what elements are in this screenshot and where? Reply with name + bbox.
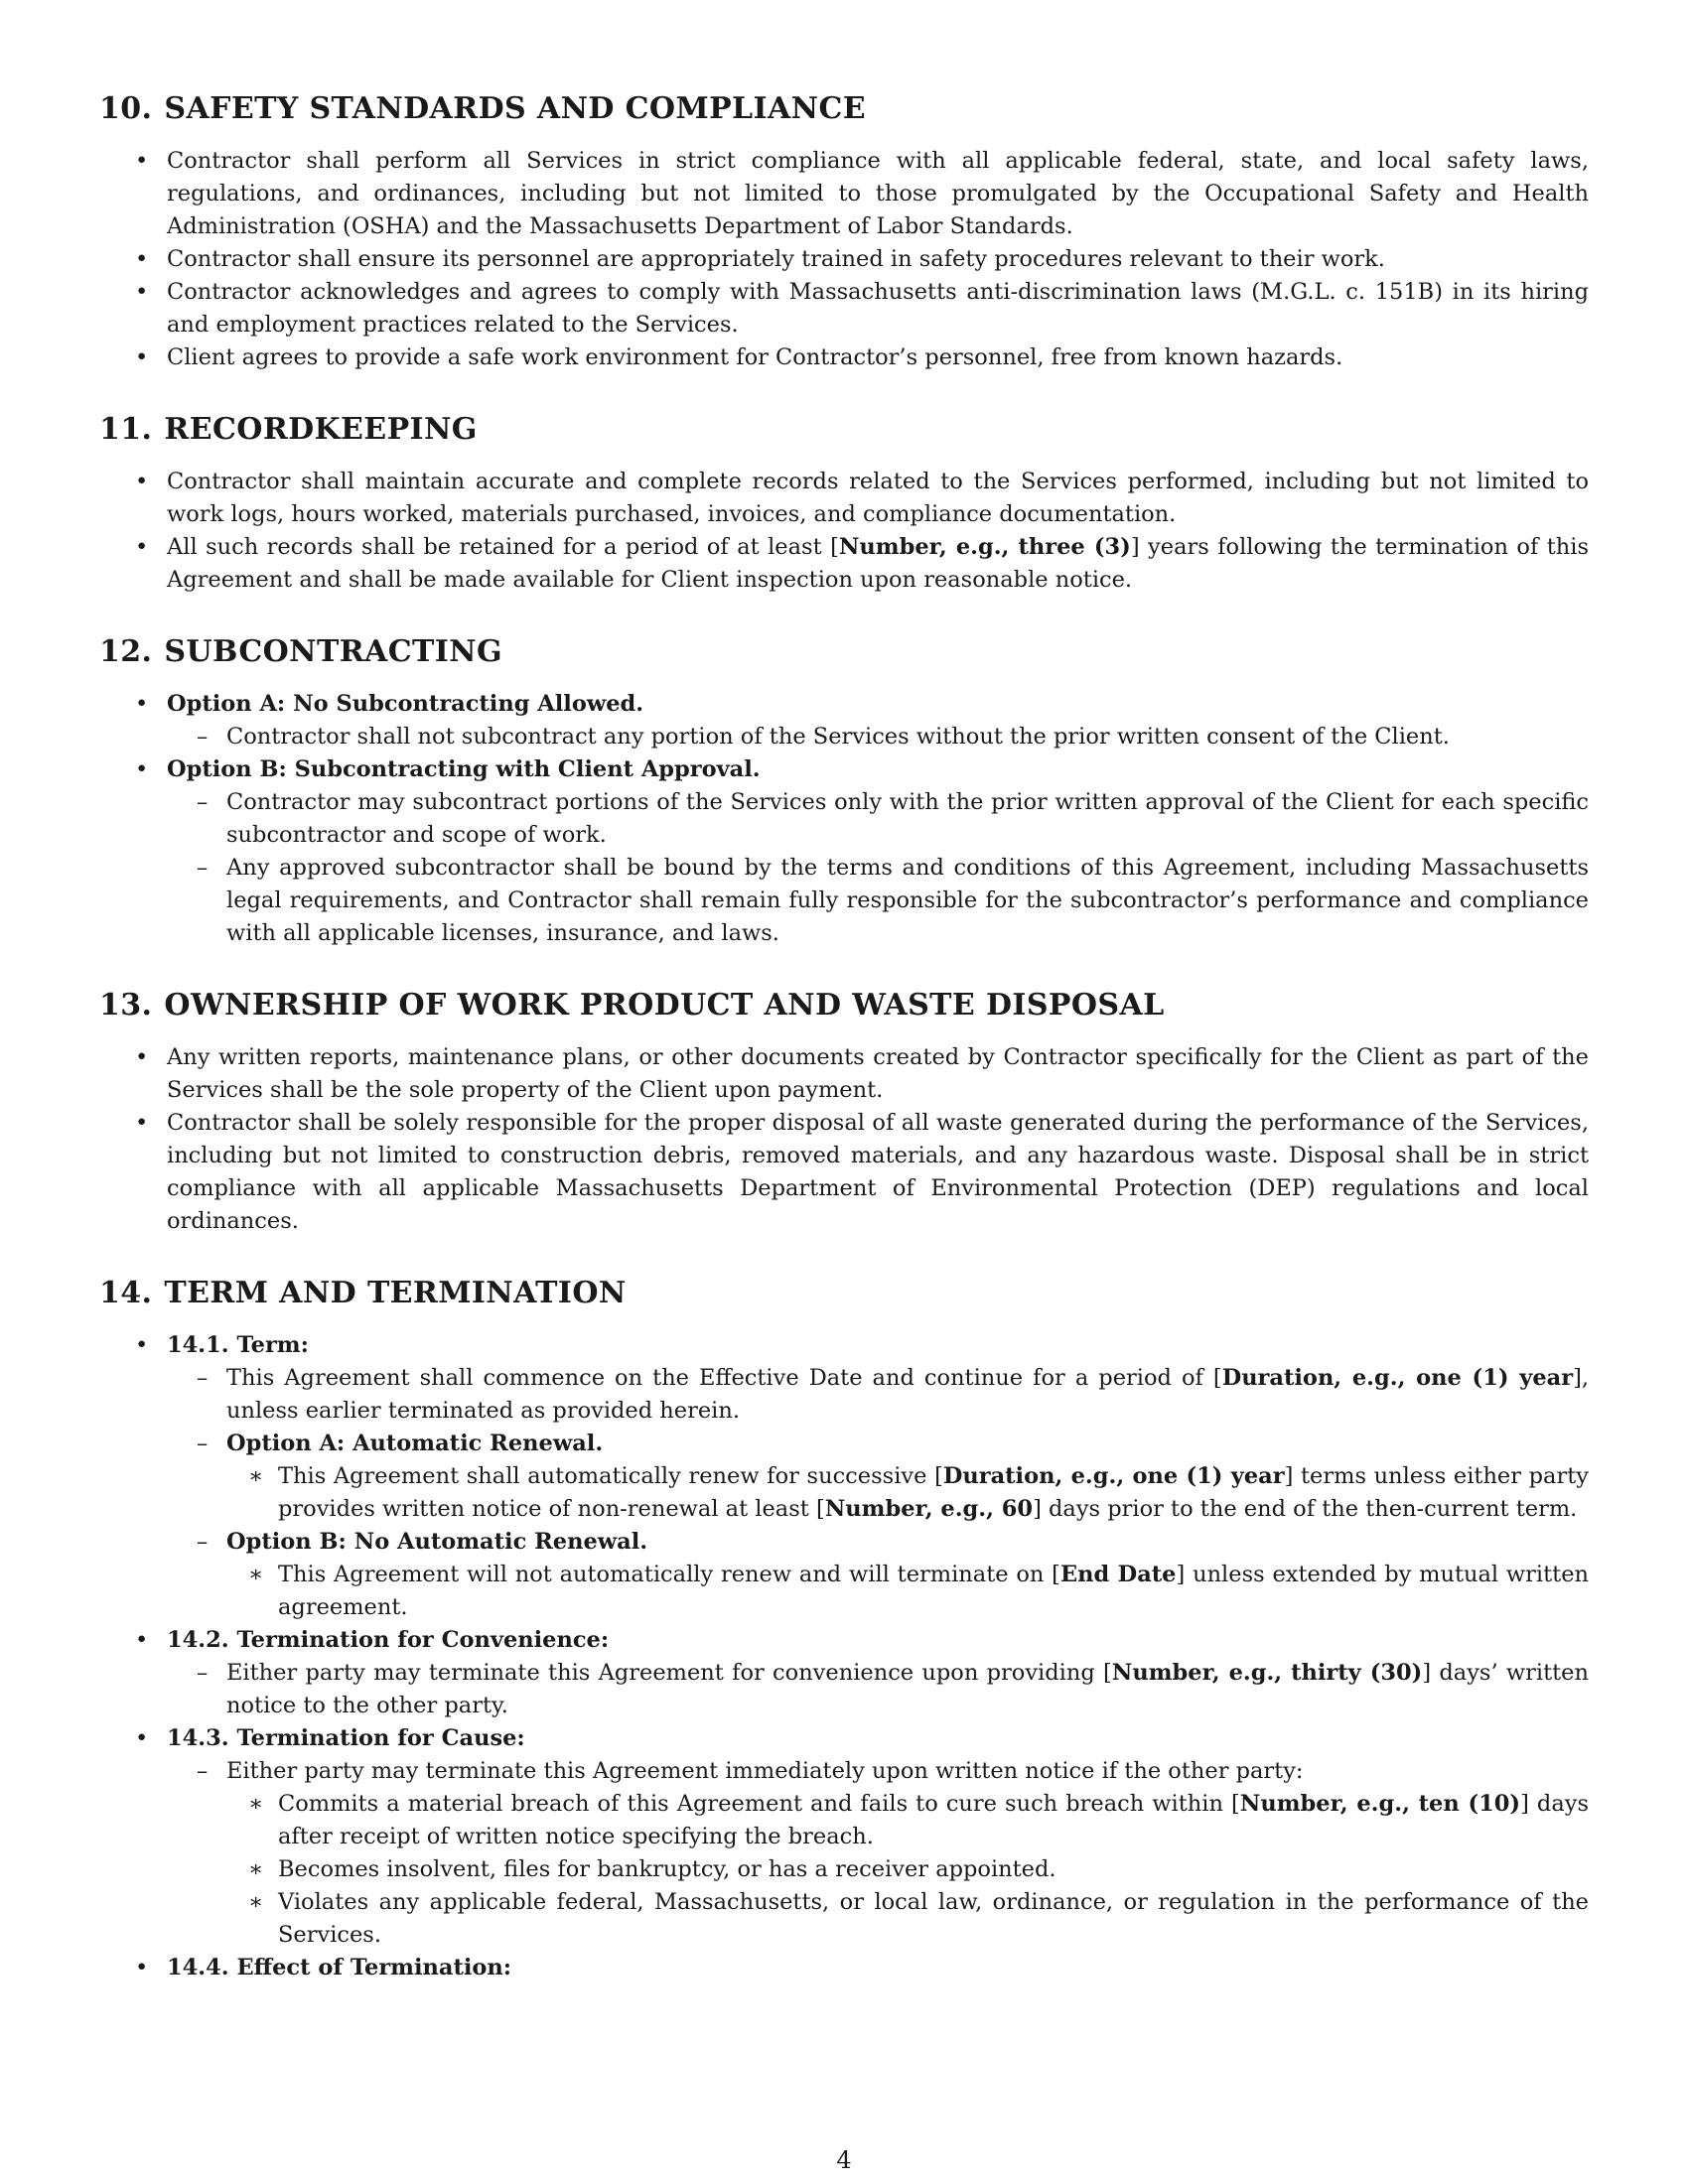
section-11 [99, 412, 1589, 597]
list-item: • All such records shall be retained for a period of at least [Number, e.g., three (3)] years following the termination of this Agreement and shall be made available for Client inspection upon reasonable notice. [99, 531, 1589, 597]
option-a: – Option A: Automatic Renewal. ∗ This Agreement shall automatically renew for successive [Duration, e.g., one (1) year] terms unless either party provides written notice of non-renewal at least [Number, e.g., 60] days prior to the end of the then-current term. [226, 1428, 1589, 1526]
sub-item: – Contractor may subcontract portions of the Services only with the prior written approval of the Client for each specific subcontractor and scope of work. [226, 786, 1589, 852]
sub-item: – Any approved subcontractor shall be bound by the terms and conditions of this Agreement, including Massachusetts legal requirements, and Contractor shall remain fully responsible for the subcontractor’s performance and compliance with all applicable licenses, insurance, and laws. [226, 852, 1589, 950]
section-heading: 12. SUBCONTRACTING [99, 634, 502, 669]
sub-sub-item: ∗ Commits a material breach of this Agreement and fails to cure such breach within [Number, e.g., ten (10)] days after receipt of written notice specifying the breach. [278, 1788, 1589, 1853]
section-heading: 14. TERM AND TERMINATION [99, 1276, 627, 1310]
section-heading: 10. SAFETY STANDARDS AND COMPLIANCE [99, 91, 866, 126]
effect-of-termination-clause: • 14.4. Effect of Termination: [99, 1952, 1589, 1984]
sub-sub-item: ∗ Becomes insolvent, files for bankruptcy, or has a receiver appointed. [278, 1853, 1589, 1886]
termination-cause-clause: • 14.3. Termination for Cause: – Either party may terminate this Agreement immediately upon written notice if the other party: ∗ Commits a material breach of this Agreement and fails to cure such breach within [Number, e.g., ten (10)] days after receipt of written notice specifying the breach. ∗ Becomes insolvent, files for bankruptcy, or has a receiver appointed. ∗ Violates any applicable federal, Massachusetts, or local law, ordinance, or regulation in the performance of the Services. [99, 1722, 1589, 1952]
termination-convenience-clause: • 14.2. Termination for Convenience: – Either party may terminate this Agreement for convenience upon providing [Number, e.g., thirty (30)] days’ written notice to the other party. [99, 1624, 1589, 1722]
list-item: • Any written reports, maintenance plans, or other documents created by Contractor specifically for the Client as part of the Services shall be the sole property of the Client upon payment. [99, 1041, 1589, 1107]
section-13 [99, 988, 1589, 1238]
sub-sub-item: ∗ This Agreement shall automatically renew for successive [Duration, e.g., one (1) year] terms unless either party provides written notice of non-renewal at least [Number, e.g., 60] days prior to the end of the then-current term. [278, 1460, 1589, 1526]
document-page [99, 91, 1589, 2077]
list-item: • Client agrees to provide a safe work environment for Contractor’s personnel, free from known hazards. [99, 341, 1589, 374]
sub-item: – Contractor shall not subcontract any portion of the Services without the prior written consent of the Client. [226, 721, 1589, 753]
list-item: • Contractor shall maintain accurate and complete records related to the Services performed, including but not limited to work logs, hours worked, materials purchased, invoices, and compliance documentation. [99, 466, 1589, 531]
list-item: • Contractor shall be solely responsible for the proper disposal of all waste generated during the performance of the Services, including but not limited to construction debris, removed materials, and any hazardous waste. Disposal shall be in strict compliance with all applicable Massachusetts Department of Environmental Protection (DEP) regulations and local ordinances. [99, 1107, 1589, 1238]
term-clause: • 14.1. Term: – This Agreement shall commence on the Effective Date and continue for a period of [Duration, e.g., one (1) year], unless earlier terminated as provided herein. – Option A: Automatic Renewal. ∗ This Agreement shall automatically renew for successive [Duration, e.g., one (1) year] terms unless either party provides written notice of non-renewal at least [Number, e.g., 60] days prior to the end of the then-current term. – Option B: No Automatic Renewal. ∗ This Agreement will not automatically renew and will terminate on [End Date] unless extended by mutual written agreement. [99, 1329, 1589, 1624]
list-item: • Contractor shall ensure its personnel are appropriately trained in safety procedures relevant to their work. [99, 243, 1589, 276]
sub-sub-item: ∗ Violates any applicable federal, Massachusetts, or local law, ordinance, or regulation in the performance of the Services. [278, 1886, 1589, 1952]
sub-item: – Either party may terminate this Agreement immediately upon written notice if the other party: ∗ Commits a material breach of this Agreement and fails to cure such breach within [Number, e.g., ten (10)] days after receipt of written notice specifying the breach. ∗ Becomes insolvent, files for bankruptcy, or has a receiver appointed. ∗ Violates any applicable federal, Massachusetts, or local law, ordinance, or regulation in the performance of the Services. [226, 1755, 1589, 1952]
option-b: • Option B: Subcontracting with Client Approval. – Contractor may subcontract portions of the Services only with the prior written approval of the Client for each specific subcontractor and scope of work. – Any approved subcontractor shall be bound by the terms and conditions of this Agreement, including Massachusetts legal requirements, and Contractor shall remain fully responsible for the subcontractor’s performance and compliance with all applicable licenses, insurance, and laws. [99, 753, 1589, 950]
option-a: • Option A: No Subcontracting Allowed. – Contractor shall not subcontract any portion of the Services without the prior written consent of the Client. [99, 688, 1589, 753]
section-heading: 11. RECORDKEEPING [99, 412, 478, 447]
page-number: 4 [836, 2146, 852, 2174]
section-12 [99, 634, 1589, 950]
section-heading: 13. OWNERSHIP OF WORK PRODUCT AND WASTE DISPOSAL [99, 988, 1165, 1023]
sub-item: – Either party may terminate this Agreement for convenience upon providing [Number, e.g., thirty (30)] days’ written notice to the other party. [226, 1657, 1589, 1722]
sub-sub-item: ∗ This Agreement will not automatically renew and will terminate on [End Date] unless extended by mutual written agreement. [278, 1559, 1589, 1624]
section-14 [99, 1276, 1589, 1984]
sub-item: – This Agreement shall commence on the Effective Date and continue for a period of [Duration, e.g., one (1) year], unless earlier terminated as provided herein. [226, 1362, 1589, 1428]
option-b: – Option B: No Automatic Renewal. ∗ This Agreement will not automatically renew and will terminate on [End Date] unless extended by mutual written agreement. [226, 1526, 1589, 1624]
list-item: • Contractor acknowledges and agrees to comply with Massachusetts anti-discrimination laws (M.G.L. c. 151B) in its hiring and employment practices related to the Services. [99, 276, 1589, 341]
list-item: • Contractor shall perform all Services in strict compliance with all applicable federal, state, and local safety laws, regulations, and ordinances, including but not limited to those promulgated by the Occupational Safety and Health Administration (OSHA) and the Massachusetts Department of Labor Standards. [99, 145, 1589, 243]
section-10 [99, 91, 1589, 374]
